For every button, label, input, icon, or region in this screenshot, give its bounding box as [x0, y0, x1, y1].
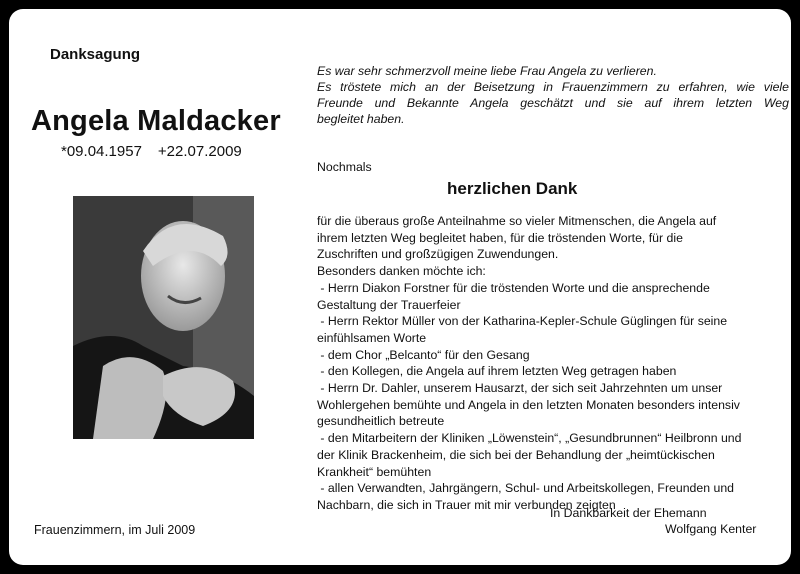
death-notice-card: [9, 9, 791, 565]
intro-text: [317, 63, 789, 127]
intro-line: Freunde und Bekannte Angela geschätzt und sie auf ihrem letzten Weg: [317, 96, 789, 110]
signature-name: Wolfgang Kenter: [665, 522, 757, 536]
signature-line: In Dankbarkeit der Ehemann: [550, 506, 707, 520]
intro-line: begleitet haben.: [317, 112, 405, 126]
body-line: - dem Chor „Belcanto“ für den Gesang: [317, 347, 530, 362]
intro-line: Es tröstete mich an der Beisetzung in Frauenzimmern zu erfahren, wie viele: [317, 80, 789, 94]
body-line: Besonders danken möchte ich:: [317, 264, 486, 279]
body-line: Gestaltung der Trauerfeier: [317, 297, 461, 312]
body-line: gesundheitlich betreute: [317, 414, 445, 429]
body-line: - den Kollegen, die Angela auf ihrem letzten Weg getragen haben: [317, 364, 677, 379]
notice-heading: Danksagung: [50, 46, 141, 63]
body-line: ihrem letzten Weg begleitet haben, für die tröstenden Worte, für die: [317, 230, 683, 245]
body-line: - Herrn Rektor Müller von der Katharina-Kepler-Schule Güglingen für seine: [317, 314, 728, 329]
birth-date: *09.04.1957: [61, 143, 142, 160]
body-line: einfühlsamen Worte: [317, 330, 427, 345]
body-line: der Klinik Brackenheim, die sich bei der Behandlung der „heimtückischen: [317, 447, 715, 462]
body-line: - Herrn Diakon Forstner für die tröstenden Worte und die ansprechende: [317, 280, 710, 295]
portrait-photo: [73, 196, 254, 439]
body-line: Krankheit“ bemühten: [317, 464, 432, 479]
body-line: - Herrn Dr. Dahler, unserem Hausarzt, der sich seit Jahrzehnten um unser: [317, 381, 723, 396]
life-dates: [61, 143, 258, 160]
thanks-body: [317, 213, 741, 514]
body-line: - allen Verwandten, Jahrgängern, Schul- und Arbeitskollegen, Freunden und: [317, 481, 735, 496]
death-date: +22.07.2009: [157, 143, 242, 160]
intro-line: Es war sehr schmerzvoll meine liebe Frau Angela zu verlieren.: [317, 64, 657, 78]
nochmals-text: Nochmals: [317, 160, 372, 174]
body-line: - den Mitarbeitern der Kliniken „Löwenstein“, „Gesundbrunnen“ Heilbronn und: [317, 431, 742, 446]
body-line: für die überaus große Anteilnahme so vieler Mitmenschen, die Angela auf: [317, 214, 717, 228]
thanks-heading: herzlichen Dank: [447, 179, 578, 198]
body-line: Wohlergehen bemühte und Angela in den letzten Monaten besonders intensiv: [317, 397, 740, 412]
body-line: Zuschriften und großzügigen Zuwendungen.: [317, 247, 559, 262]
deceased-name: Angela Maldacker: [31, 105, 281, 137]
place-and-date: Frauenzimmern, im Juli 2009: [34, 523, 196, 537]
body-line: Nachbarn, die sich in Trauer mit mir verbunden zeigten: [317, 497, 616, 512]
